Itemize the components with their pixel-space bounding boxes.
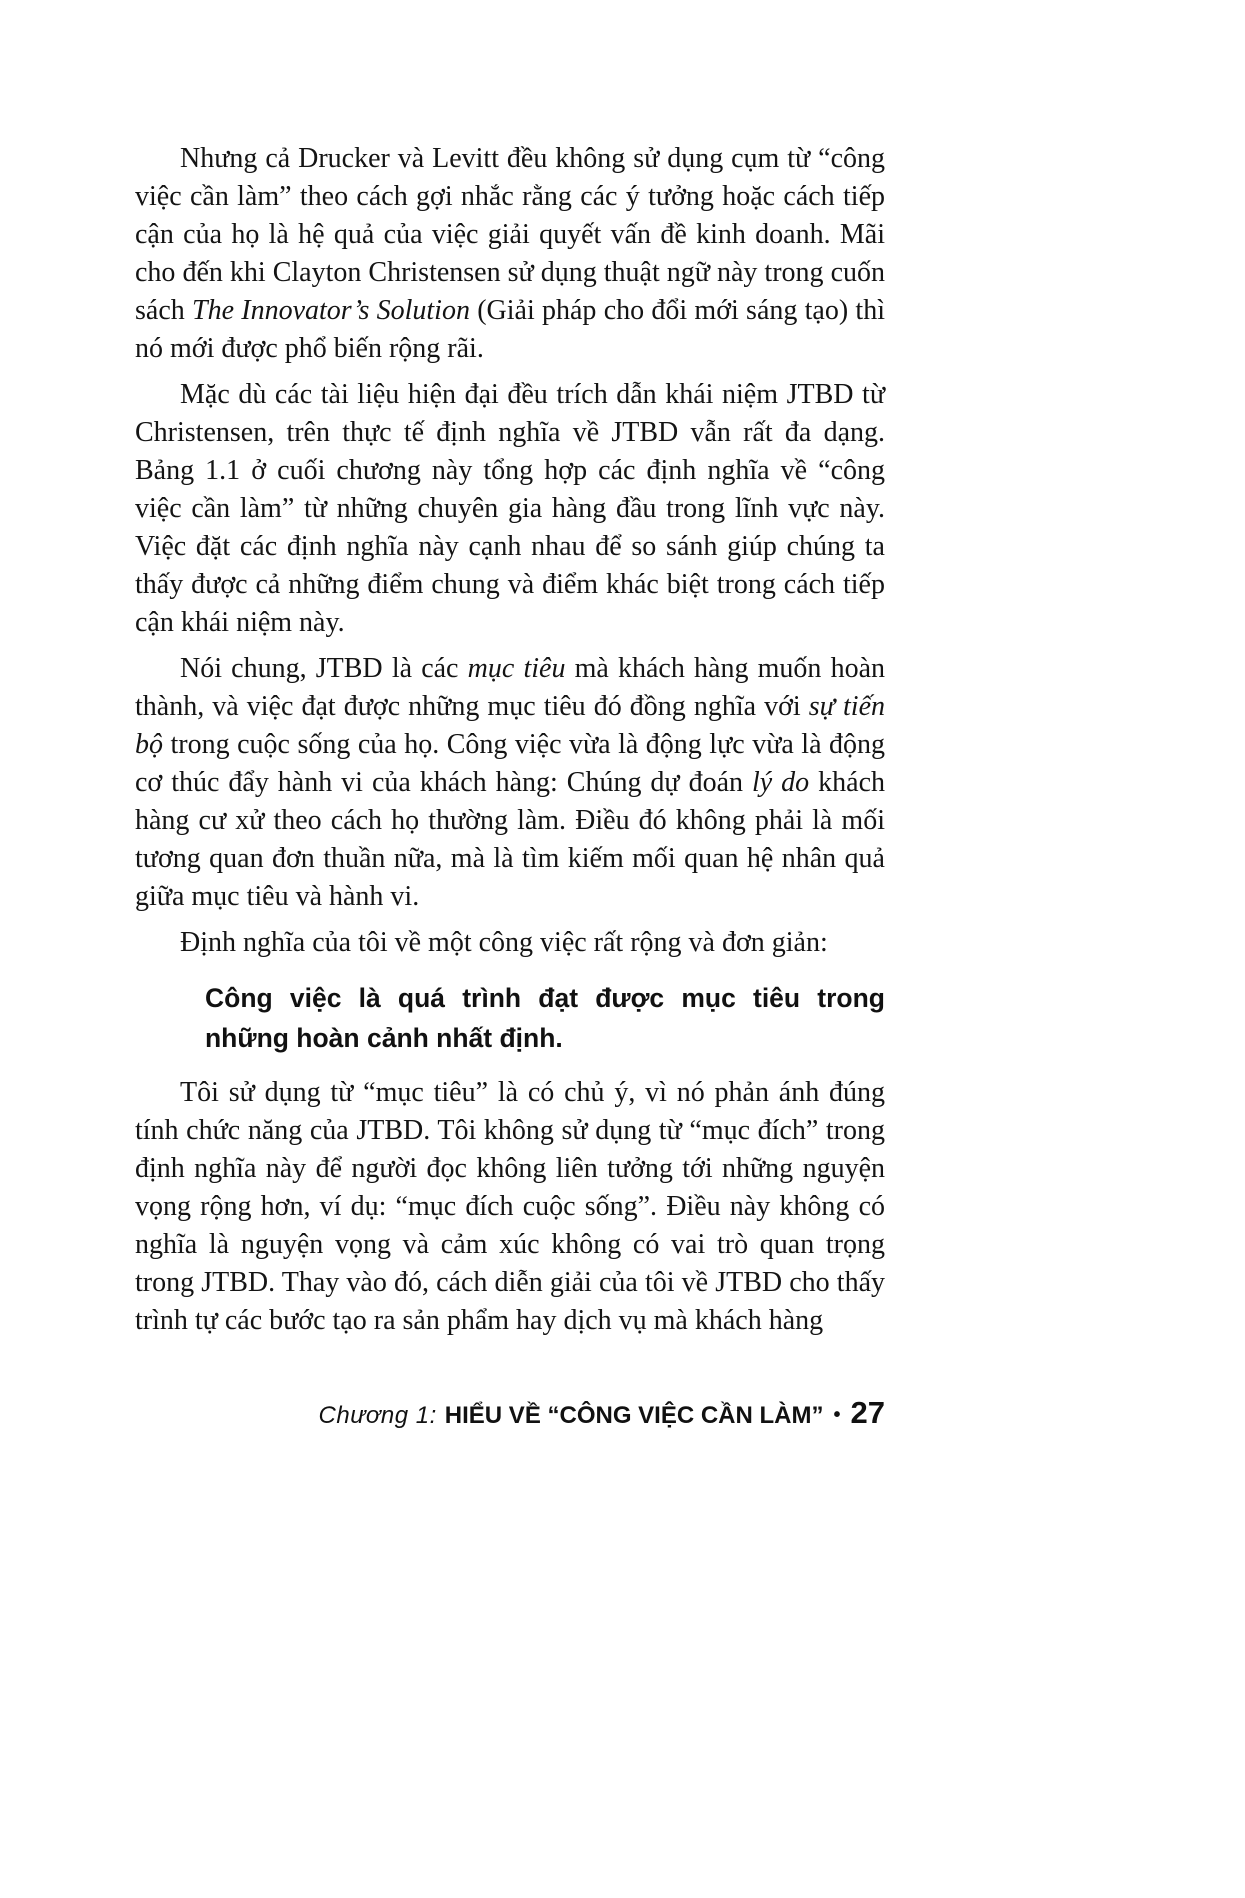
- italic-text-run: The Innovator’s Solution: [192, 295, 470, 326]
- paragraph: [135, 650, 885, 916]
- page-number: 27: [850, 1395, 885, 1430]
- paragraph: [135, 376, 885, 642]
- text-run: Nhưng cả Drucker và Levitt đều không sử dụng cụm từ “công việc cần làm” theo cách gợi nhắc rằng các ý tưởng hoặc cách tiếp cận của họ là hệ quả của việc giải quyết vấn đề kinh doanh. Mãi cho đến khi Clayton Christensen sử dụng thuật ngữ này trong cuốn sách: [135, 143, 885, 326]
- text-run: khách hàng cư xử theo cách họ thường làm. Điều đó không phải là mối tương quan đơn thuần nữa, mà là tìm kiếm mối quan hệ nhân quả giữa mục tiêu và hành vi.: [135, 767, 885, 912]
- text-run: (Giải pháp cho đổi mới sáng tạo) thì nó mới được phổ biến rộng rãi.: [135, 295, 885, 364]
- text-run: Định nghĩa của tôi về một công việc rất rộng và đơn giản:: [180, 927, 828, 958]
- chapter-title: HIỂU VỀ “CÔNG VIỆC CẦN LÀM”: [444, 1402, 824, 1429]
- footer-separator: •: [833, 1404, 841, 1426]
- paragraph: [135, 140, 885, 368]
- definition-quote: [205, 978, 885, 1058]
- paragraph: [135, 1074, 885, 1340]
- text-run: Mặc dù các tài liệu hiện đại đều trích dẫn khái niệm JTBD từ Christensen, trên thực tế định nghĩa về JTBD vẫn rất đa dạng. Bảng 1.1 ở cuối chương này tổng hợp các định nghĩa về “công việc cần làm” từ những chuyên gia hàng đầu trong lĩnh vực này. Việc đặt các định nghĩa này cạnh nhau để so sánh giúp chúng ta thấy được cả những điểm chung và điểm khác biệt trong cách tiếp cận khái niệm này.: [135, 379, 885, 638]
- chapter-label: Chương 1:: [318, 1402, 437, 1429]
- page-footer: [135, 1395, 885, 1431]
- quote-text: Công việc là quá trình đạt được mục tiêu trong những hoàn cảnh nhất định.: [205, 983, 885, 1053]
- paragraph: [135, 924, 885, 962]
- text-run: Nói chung, JTBD là các: [180, 653, 468, 684]
- page-content: [135, 140, 885, 1431]
- italic-text-run: lý do: [751, 767, 810, 798]
- italic-text-run: sự tiến bộ: [135, 691, 885, 760]
- text-run: mà khách hàng muốn hoàn thành, và việc đạt được những mục tiêu đó đồng nghĩa với: [135, 653, 885, 722]
- text-run: Tôi sử dụng từ “mục tiêu” là có chủ ý, vì nó phản ánh đúng tính chức năng của JTBD. Tôi không sử dụng từ “mục đích” trong định nghĩa này để người đọc không liên tưởng tới những nguyện vọng rộng hơn, ví dụ: “mục đích cuộc sống”. Điều này không có nghĩa là nguyện vọng và cảm xúc không có vai trò quan trọng trong JTBD. Thay vào đó, cách diễn giải của tôi về JTBD cho thấy trình tự các bước tạo ra sản phẩm hay dịch vụ mà khách hàng: [135, 1077, 885, 1336]
- text-run: trong cuộc sống của họ. Công việc vừa là động lực vừa là động cơ thúc đẩy hành vi của khách hàng: Chúng dự đoán: [135, 729, 885, 798]
- italic-text-run: mục tiêu: [467, 653, 566, 684]
